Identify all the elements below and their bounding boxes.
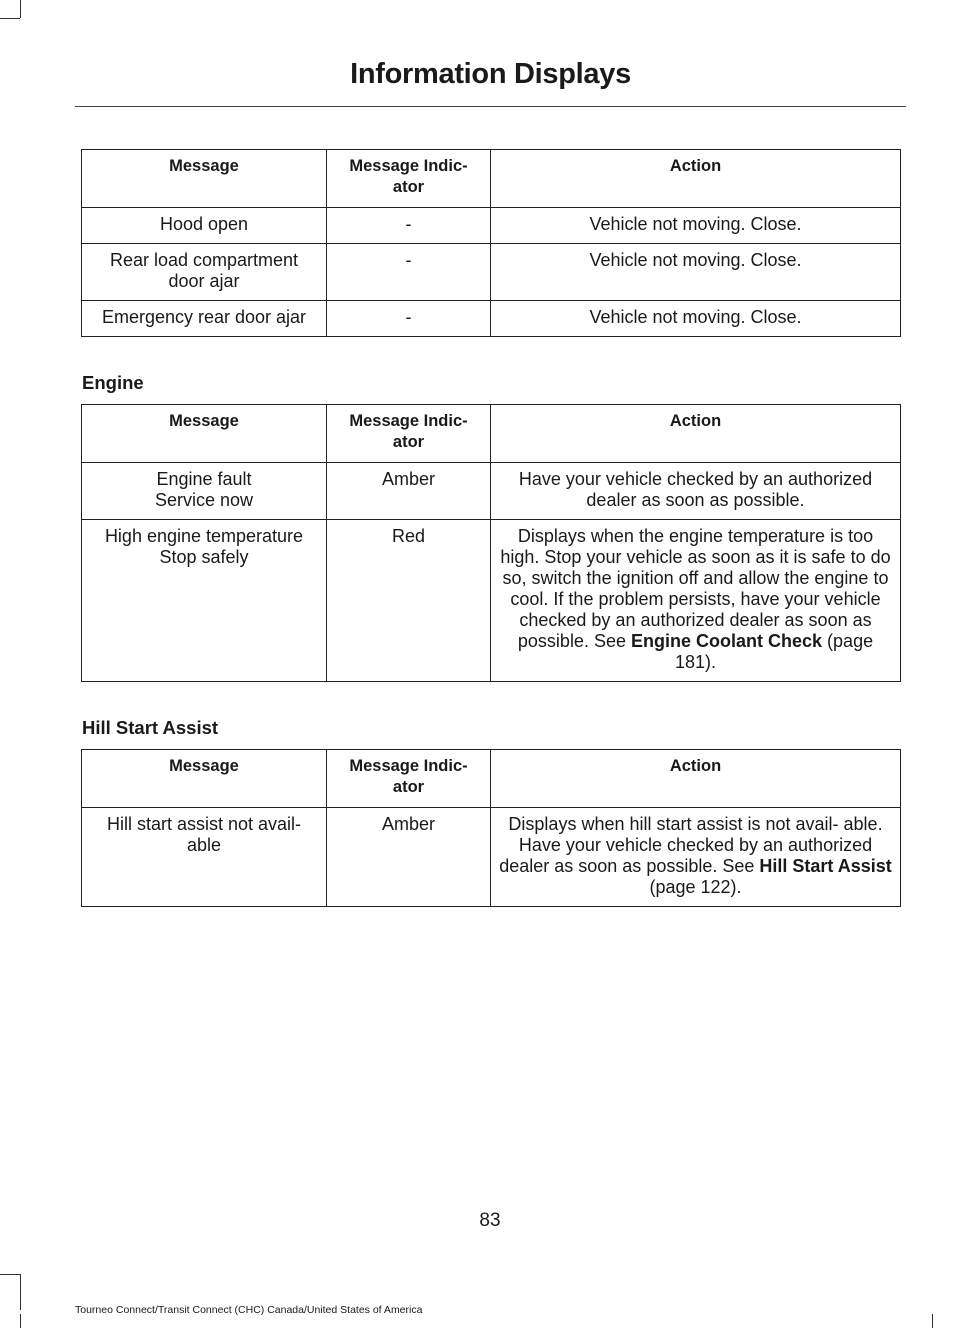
crop-mark (20, 1274, 21, 1310)
title-divider (75, 106, 906, 107)
doors-message-table (81, 149, 901, 337)
message-cell (82, 463, 327, 520)
action-cell: Have your vehicle checked by an authorized dealer as soon as possible. (491, 463, 901, 520)
message-line: Service now (154, 490, 254, 510)
column-header-action: Action (491, 150, 901, 208)
page-reference: (page 122). (649, 877, 742, 897)
indicator-cell: - (327, 301, 491, 337)
table-header-row (82, 750, 901, 808)
table-row (82, 808, 901, 907)
column-header-indicator-line: ator (392, 178, 425, 196)
indicator-cell: Amber (327, 463, 491, 520)
page-reference: (page 181). (674, 631, 874, 672)
cross-reference-link[interactable]: Engine Coolant Check (631, 631, 823, 651)
column-header-indicator (327, 750, 491, 808)
column-header-action: Action (491, 405, 901, 463)
message-cell (82, 244, 327, 301)
message-line: able (186, 835, 222, 855)
column-header-indicator-line: ator (392, 778, 425, 796)
message-line: Stop safely (159, 547, 249, 567)
table-row (82, 463, 901, 520)
hill-start-message-table (81, 749, 901, 907)
indicator-cell: - (327, 208, 491, 244)
table-header-row (82, 405, 901, 463)
section-heading-hill-start-assist: Hill Start Assist (82, 717, 219, 738)
table-row (82, 301, 901, 337)
message-cell (82, 808, 327, 907)
action-cell (491, 520, 901, 682)
action-text: Displays when the engine temperature is too high. Stop your vehicle as soon as it is safe to do so, switch the ignition off and allow the engine to cool. If the problem persists, have your vehicle checked by an authorized dealer as soon as possible. See (500, 526, 891, 651)
action-cell (491, 808, 901, 907)
column-header-message: Message (82, 750, 327, 808)
cross-reference-link[interactable]: Hill Start Assist (759, 856, 892, 876)
table-header-row (82, 150, 901, 208)
column-header-message: Message (82, 150, 327, 208)
crop-mark (0, 1274, 20, 1275)
crop-mark (0, 18, 20, 19)
column-header-indicator (327, 405, 491, 463)
action-text: Displays when hill start assist is not avail- able. Have your vehicle checked by an authorized dealer as soon as possible. See (499, 814, 883, 876)
engine-message-table (81, 404, 901, 682)
crop-mark (932, 1314, 933, 1328)
page-title: Information Displays (350, 58, 631, 90)
table-row (82, 520, 901, 682)
crop-mark (20, 1314, 21, 1328)
message-line: Hill start assist not avail- (106, 814, 302, 834)
section-heading-engine: Engine (82, 372, 144, 393)
page-number: 83 (479, 1210, 501, 1231)
crop-mark (20, 0, 21, 18)
column-header-indicator (327, 150, 491, 208)
message-line: door ajar (168, 271, 240, 291)
message-cell: Hood open (82, 208, 327, 244)
indicator-cell: - (327, 244, 491, 301)
table-row (82, 208, 901, 244)
column-header-indicator-line: Message Indic- (349, 157, 468, 175)
message-cell: Emergency rear door ajar (82, 301, 327, 337)
column-header-indicator-line: Message Indic- (349, 412, 468, 430)
footer-text: Tourneo Connect/Transit Connect (CHC) Canada/United States of America (75, 1304, 423, 1316)
column-header-indicator-line: ator (392, 433, 425, 451)
column-header-indicator-line: Message Indic- (349, 757, 468, 775)
indicator-cell: Red (327, 520, 491, 682)
message-line: Rear load compartment (109, 250, 299, 270)
column-header-action: Action (491, 750, 901, 808)
column-header-message: Message (82, 405, 327, 463)
action-cell: Vehicle not moving. Close. (491, 208, 901, 244)
message-line: High engine temperature (104, 526, 304, 546)
action-cell: Vehicle not moving. Close. (491, 244, 901, 301)
message-cell (82, 520, 327, 682)
indicator-cell: Amber (327, 808, 491, 907)
action-cell: Vehicle not moving. Close. (491, 301, 901, 337)
message-line: Engine fault (156, 469, 252, 489)
table-row (82, 244, 901, 301)
